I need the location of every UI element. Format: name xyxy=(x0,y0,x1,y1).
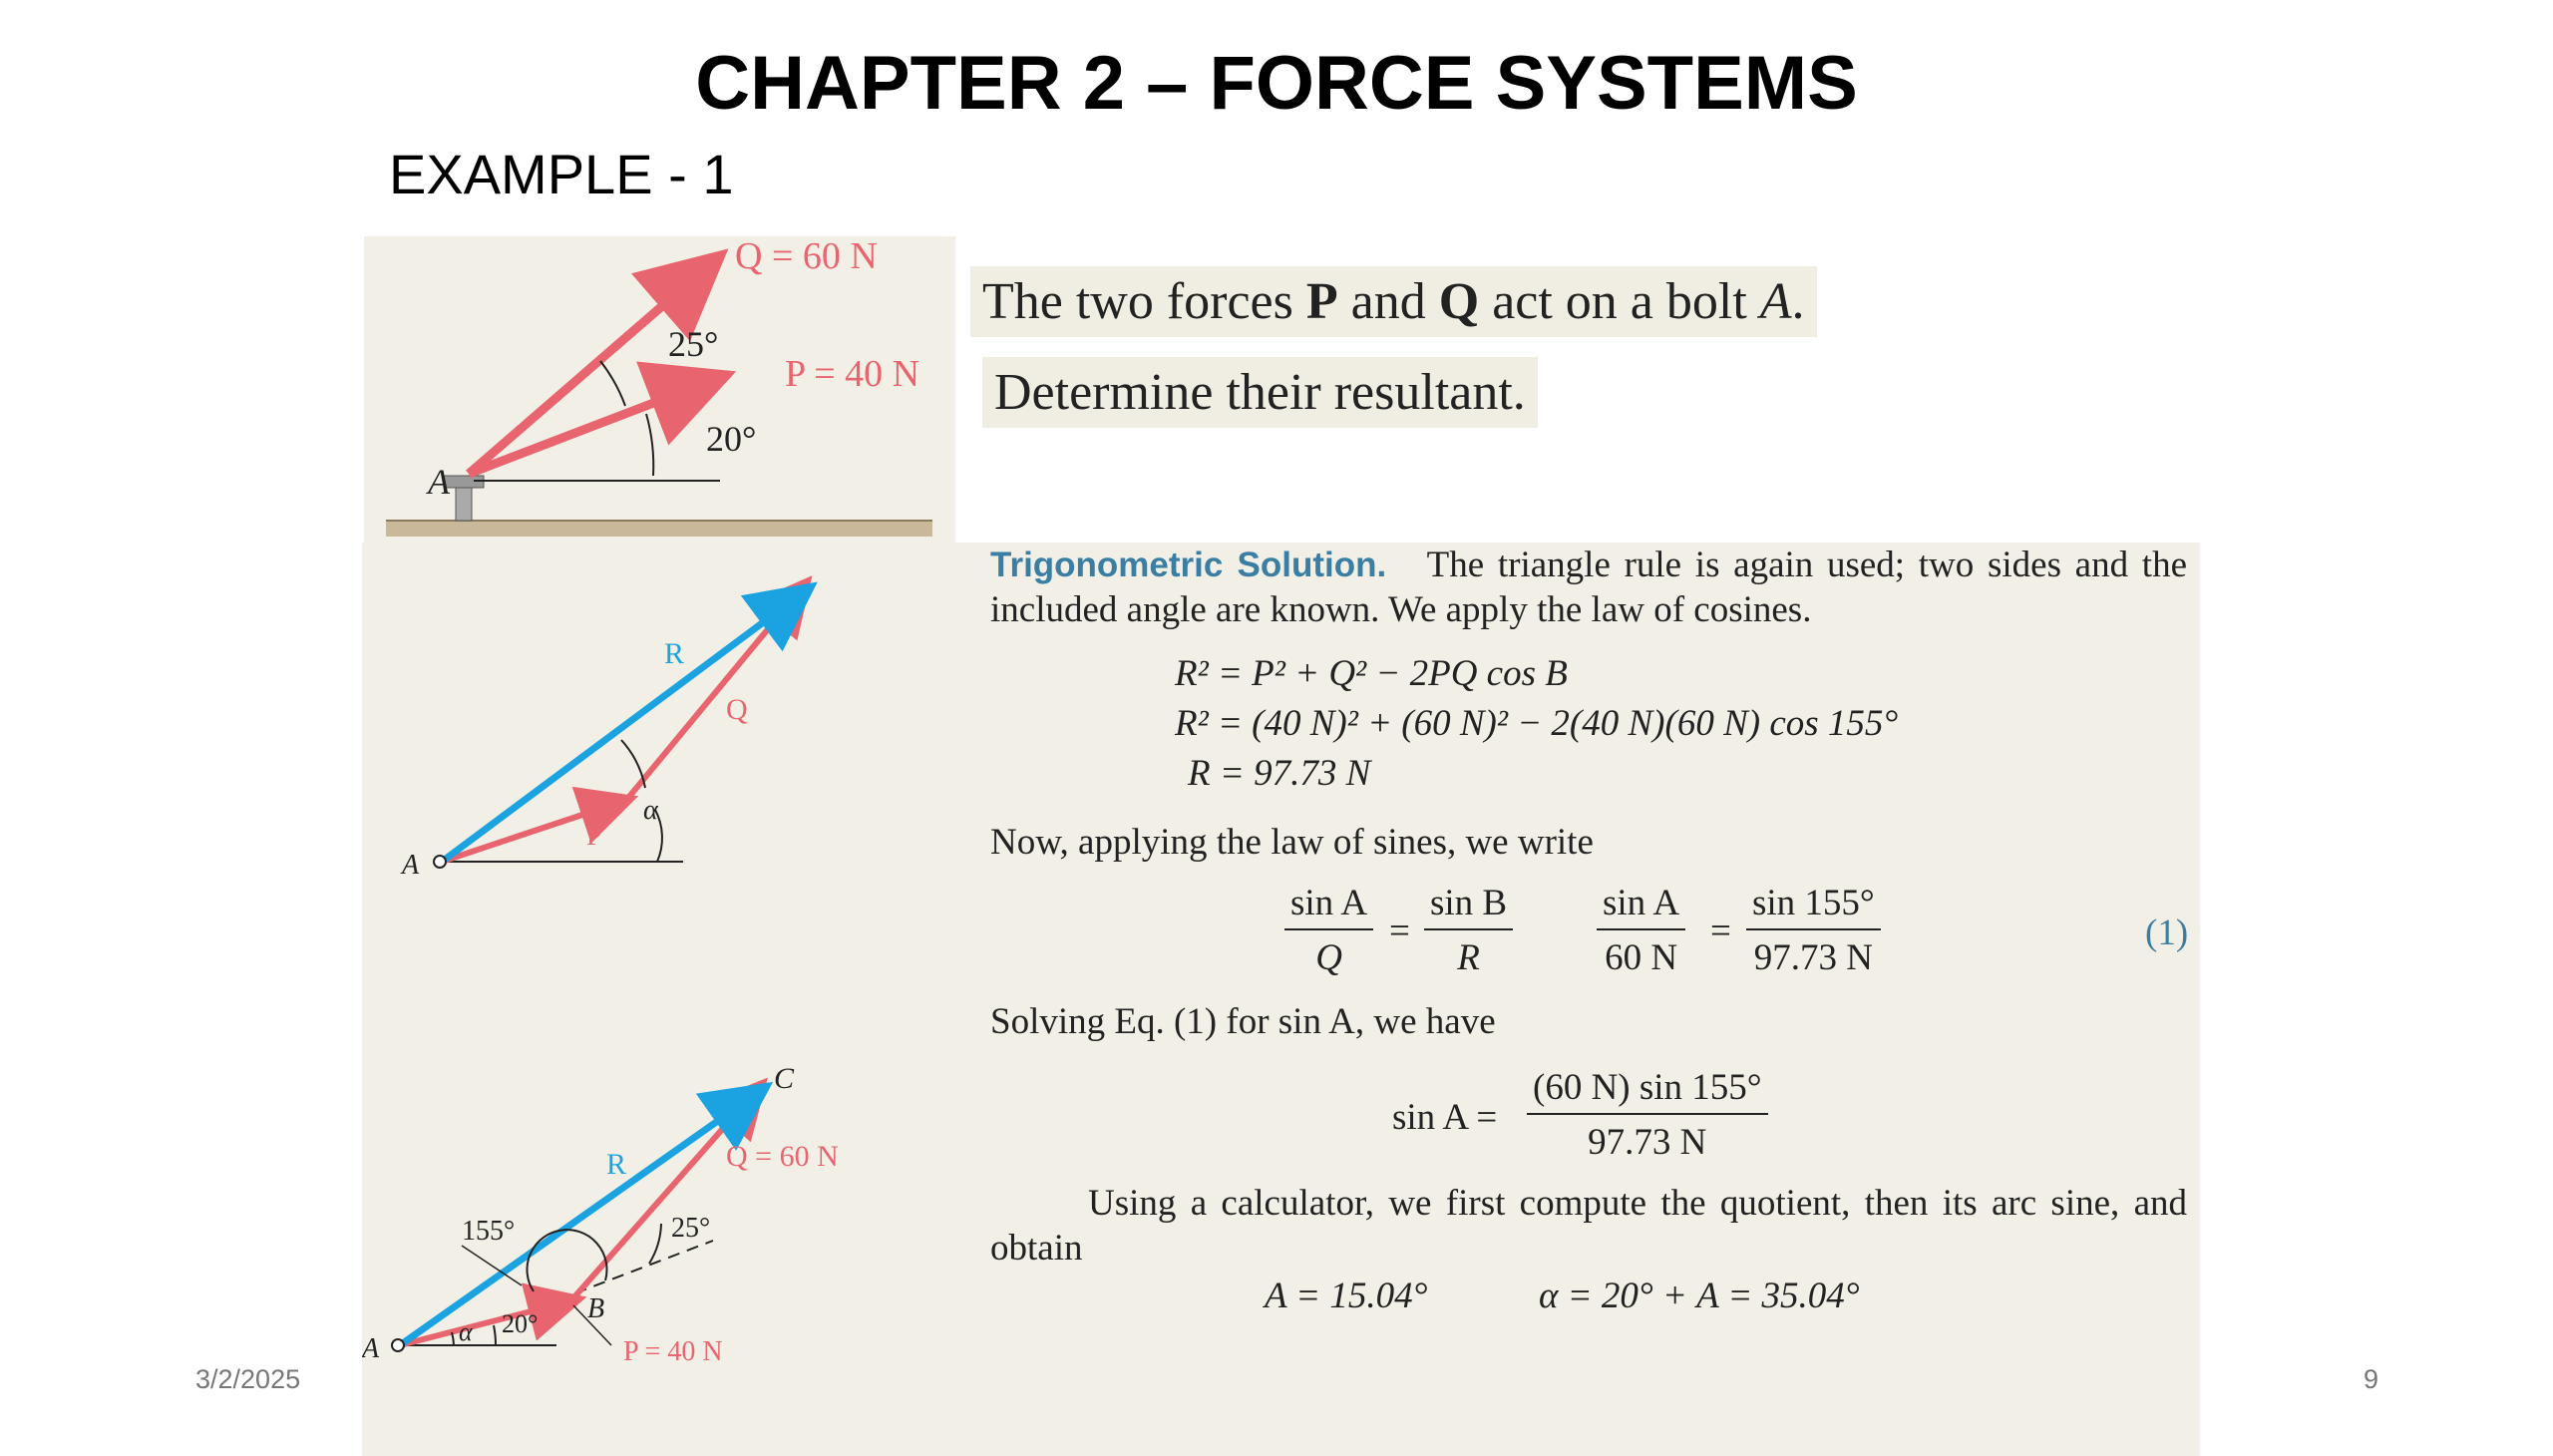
problem-statement-line1: The two forces P and Q act on a bolt A. xyxy=(970,266,1817,337)
Q-label: Q xyxy=(726,693,748,726)
law-of-cosines-diagram xyxy=(362,1046,881,1455)
Q-label: Q = 60 N xyxy=(735,236,878,277)
triangle-rule-diagram xyxy=(362,543,821,902)
fraction-sinA-over-60N: $\frac{\text{sin A}}{60 N}$ xyxy=(1597,882,1685,979)
solution-panel: R Q P α A C R Q = 60 N 155° 25° B α 20° A P = 40 N Trigonometric Solution. The triangle rule is again used; two sides and the included angle are known. We apply the law of cosines. R² = P² + Q² − 2PQ cos B R² = (40 N)² + (60 N)² − 2(40 N)(60 N) cos 155° R = 97.73 N Now, applying the law of sines, we write $\frac{\text{sin A}}{Q}$ = $\frac{\text{sin B}}{R}$ $\frac{\text{sin A}}{60 N}$ = $\frac{\sin 155^\circ}{97.73 N}$ (1) Solving Eq. (1) for sin A, we have sin A = $\frac{(60 N) \sin 155^\circ}{97.73 N}$ Using a calculator, we first compute the quotient, then its arc sine, and obtain A = 15.04° α = 20° + A = 35.04° xyxy=(362,543,2200,1456)
vector-R xyxy=(442,594,801,862)
law-of-cosines-equation: R² = P² + Q² − 2PQ cos B xyxy=(1175,653,1568,694)
result-alpha: α = 20° + A = 35.04° xyxy=(1539,1275,1860,1316)
ground-surface xyxy=(386,521,932,537)
law-of-sines-intro: Now, applying the law of sines, we write xyxy=(990,822,1594,863)
A-label: A xyxy=(362,1333,380,1364)
angle-arc-20 xyxy=(646,414,653,476)
R-label: R xyxy=(664,637,685,670)
slide-date: 3/2/2025 xyxy=(195,1364,301,1394)
point-A-label: A xyxy=(428,462,450,502)
bolt-shank xyxy=(456,488,472,521)
Q-label: Q = 60 N xyxy=(726,1140,839,1173)
point-A-marker xyxy=(434,856,446,868)
bolt-force-diagram xyxy=(364,236,955,543)
angle-25-label: 25° xyxy=(671,1213,711,1244)
vector-Q xyxy=(571,1091,756,1300)
angle-155-label: 155° xyxy=(462,1216,516,1247)
alpha-label: α xyxy=(459,1317,473,1346)
slide-title: CHAPTER 2 – FORCE SYSTEMS xyxy=(695,41,1858,126)
slide-page-number: 9 xyxy=(2364,1364,2379,1394)
force-Q-arrow xyxy=(469,266,708,474)
angle-25-label: 25° xyxy=(668,324,719,364)
solving-text: Solving Eq. (1) for sin A, we have xyxy=(990,1001,1496,1042)
force-P-arrow xyxy=(469,381,711,474)
calculator-text: Using a calculator, we first compute the quotient, then its arc sine, and obtain xyxy=(990,1183,2187,1269)
result-A: A = 15.04° xyxy=(1265,1275,1428,1316)
point-A-marker xyxy=(392,1339,404,1351)
sinA-lhs: sin A = xyxy=(1392,1097,1498,1138)
P-label: P xyxy=(586,821,602,852)
B-label: B xyxy=(587,1293,605,1324)
fraction-sinB-over-R: $\frac{\text{sin B}}{R}$ xyxy=(1424,882,1513,979)
angle-20-label: 20° xyxy=(502,1309,539,1338)
law-of-cosines-substitution: R² = (40 N)² + (60 N)² − 2(40 N)(60 N) cos 155° xyxy=(1175,703,1899,744)
vector-Q xyxy=(623,589,801,804)
example-heading: EXAMPLE - 1 xyxy=(389,143,734,205)
solution-intro: Trigonometric Solution. The triangle rule is again used; two sides and the included angle are known. We apply the law of cosines. xyxy=(990,545,2187,630)
resultant-magnitude: R = 97.73 N xyxy=(1188,753,1371,794)
problem-statement-line2: Determine their resultant. xyxy=(982,357,1538,428)
angle-arc-25 xyxy=(600,361,625,406)
fraction-sin155-over-R: $\frac{\sin 155^\circ}{97.73 N}$ xyxy=(1746,882,1881,979)
angle-20-label: 20° xyxy=(706,419,757,459)
P-label: P = 40 N xyxy=(785,353,920,395)
R-label: R xyxy=(606,1148,627,1181)
alpha-label: α xyxy=(643,795,658,826)
A-label: A xyxy=(402,850,420,881)
equation-number: (1) xyxy=(2145,912,2189,953)
P-label: P = 40 N xyxy=(623,1336,723,1367)
fraction-sinA-over-Q: $\frac{\text{sin A}}{Q}$ xyxy=(1284,882,1373,979)
fraction-sinA-solution: $\frac{(60 N) \sin 155^\circ}{97.73 N}$ xyxy=(1527,1066,1768,1164)
bolt-figure-panel xyxy=(364,236,955,543)
C-label: C xyxy=(774,1062,795,1095)
